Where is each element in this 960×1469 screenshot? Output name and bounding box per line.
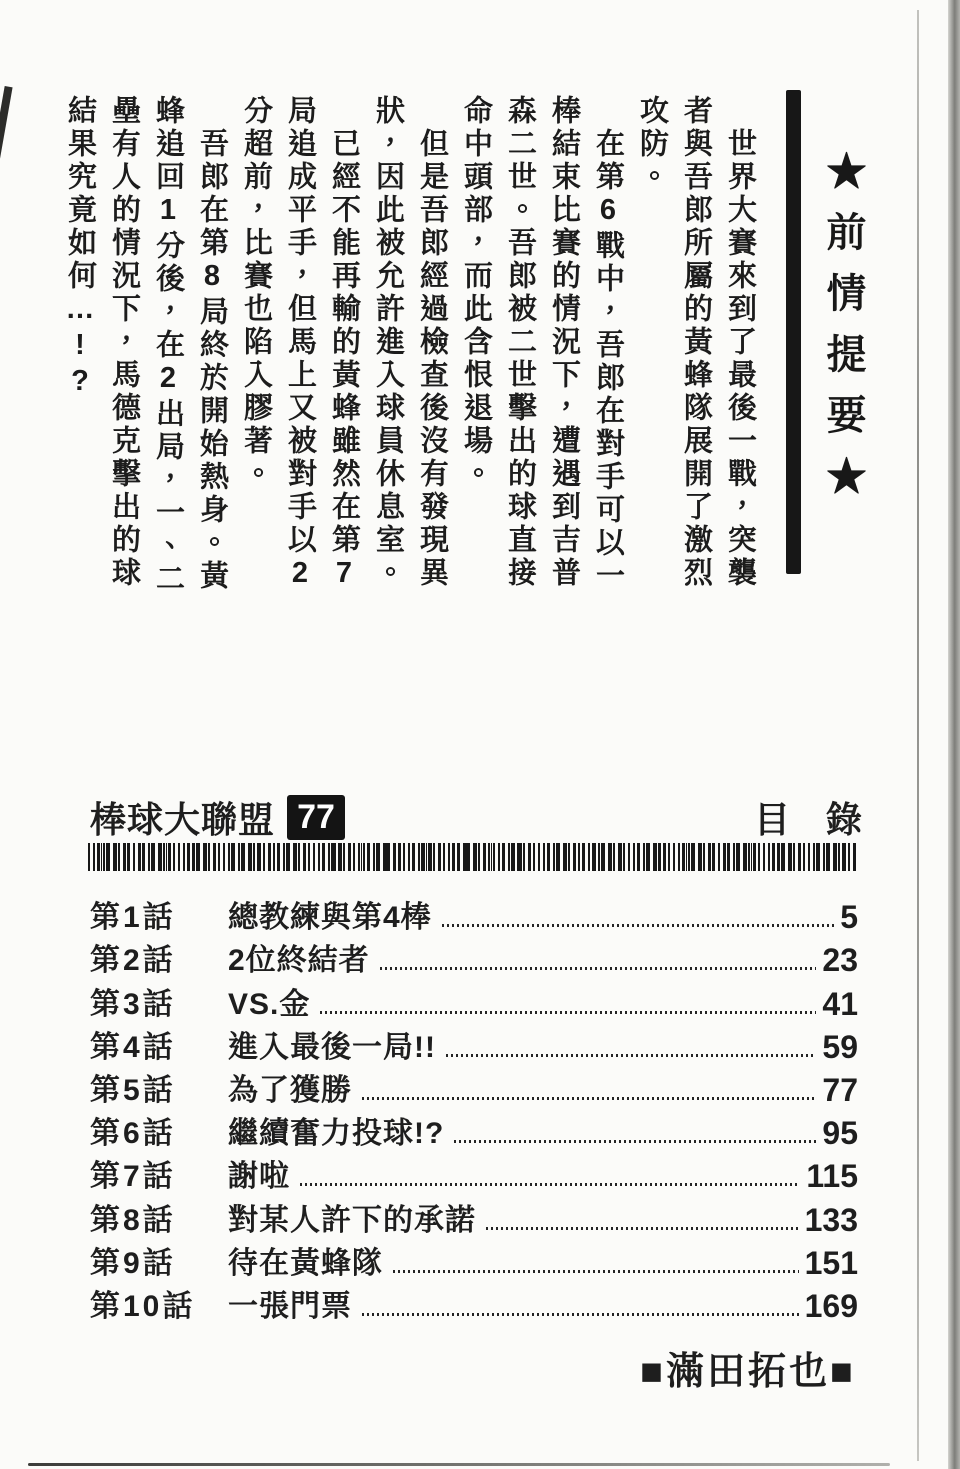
dot-leader [320, 1011, 816, 1014]
barcode-divider [88, 843, 858, 871]
chapter-page-number: 41 [822, 985, 858, 1022]
chapter-page-number: 59 [822, 1028, 858, 1065]
series-title: 棒球大聯盟 [90, 798, 276, 840]
chapter-page-number: 133 [804, 1201, 858, 1238]
synopsis-heading: ★前情提要★ [821, 150, 865, 516]
chapter-title: VS.金 [228, 987, 311, 1021]
chapter-page-number: 5 [840, 899, 858, 936]
dot-leader [362, 1097, 816, 1100]
chapter-page-number: 115 [806, 1158, 858, 1195]
dot-leader [393, 1270, 799, 1273]
page-corner-artifact [0, 86, 13, 174]
dot-leader [442, 924, 835, 927]
chapter-number: 第9話 [90, 1246, 176, 1280]
dot-leader [446, 1054, 816, 1057]
chapter-number: 第5話 [90, 1073, 176, 1107]
toc-header [90, 792, 862, 842]
synopsis-paragraph-3: 但是吾郎經過檢查後沒有發現異狀，因此被允許進入球員休息室。 [372, 95, 448, 590]
toc-list [90, 893, 858, 1325]
chapter-number: 第2話 [90, 944, 176, 978]
chapter-number: 第10話 [90, 1289, 196, 1323]
page-edge-band [948, 0, 960, 1469]
toc-row [90, 1152, 858, 1195]
chapter-page-number: 23 [822, 942, 858, 979]
toc-row [90, 893, 858, 936]
toc-row [90, 936, 858, 979]
toc-row [90, 1195, 858, 1238]
chapter-title: 繼續奮力投球!? [228, 1117, 445, 1151]
chapter-title: 為了獲勝 [228, 1073, 352, 1107]
chapter-title: 待在黃蜂隊 [228, 1246, 383, 1280]
synopsis-paragraph-1: 世界大賽來到了最後一戰，突襲者與吾郎所屬的黃蜂隊展開了激烈攻防。 [636, 95, 756, 590]
page-bottom-shadow [28, 1463, 890, 1466]
chapter-title: 2位終結者 [228, 944, 370, 978]
dot-leader [300, 1183, 800, 1186]
chapter-number: 第1話 [90, 901, 176, 935]
chapter-title: 謝啦 [228, 1160, 290, 1194]
chapter-page-number: 169 [804, 1287, 858, 1324]
toc-row [90, 979, 858, 1022]
chapter-page-number: 95 [822, 1115, 858, 1152]
toc-row [90, 1066, 858, 1109]
volume-badge: 77 [287, 795, 345, 840]
synopsis-paragraph-5: 吾郎在第8局終於開始熱身。黃蜂追回1分後，在2出局，一、二壘有人的情況下，馬德克擊出的球結果究竟如何…!? [64, 95, 228, 596]
synopsis-text [54, 95, 762, 600]
chapter-number: 第6話 [90, 1117, 176, 1151]
toc-section-label: 目 錄 [753, 798, 862, 840]
dot-leader [454, 1140, 816, 1143]
author-credit: ■滿田拓也■ [640, 1351, 856, 1393]
toc-row [90, 1239, 858, 1282]
page-edge-line [917, 10, 919, 1461]
chapter-number: 第4話 [90, 1030, 176, 1064]
toc-row [90, 1109, 858, 1152]
chapter-page-number: 77 [822, 1071, 858, 1108]
chapter-number: 第7話 [90, 1160, 176, 1194]
synopsis-paragraph-4: 已經不能再輸的黃蜂雖然在第7局追成平手，但馬上又被對手以2分超前，比賽也陷入膠著。 [240, 95, 360, 593]
synopsis-divider-bar [786, 90, 801, 574]
chapter-number: 第8話 [90, 1203, 176, 1237]
toc-row [90, 1282, 858, 1325]
chapter-page-number: 151 [804, 1244, 858, 1281]
chapter-title: 總教練與第4棒 [228, 901, 432, 935]
toc-row [90, 1023, 858, 1066]
dot-leader [380, 967, 817, 970]
dot-leader [486, 1227, 799, 1230]
chapter-number: 第3話 [90, 987, 176, 1021]
chapter-title: 對某人許下的承諾 [228, 1203, 476, 1237]
chapter-title: 進入最後一局!! [228, 1030, 436, 1064]
chapter-title: 一張門票 [228, 1289, 352, 1323]
dot-leader [362, 1313, 799, 1316]
synopsis-paragraph-2: 在第6戰中，吾郎在對手可以一棒結束比賽的情況下，遭遇到吉普森二世。吾郎被二世擊出的球直接命中頭部，而此含恨退場。 [460, 95, 624, 593]
